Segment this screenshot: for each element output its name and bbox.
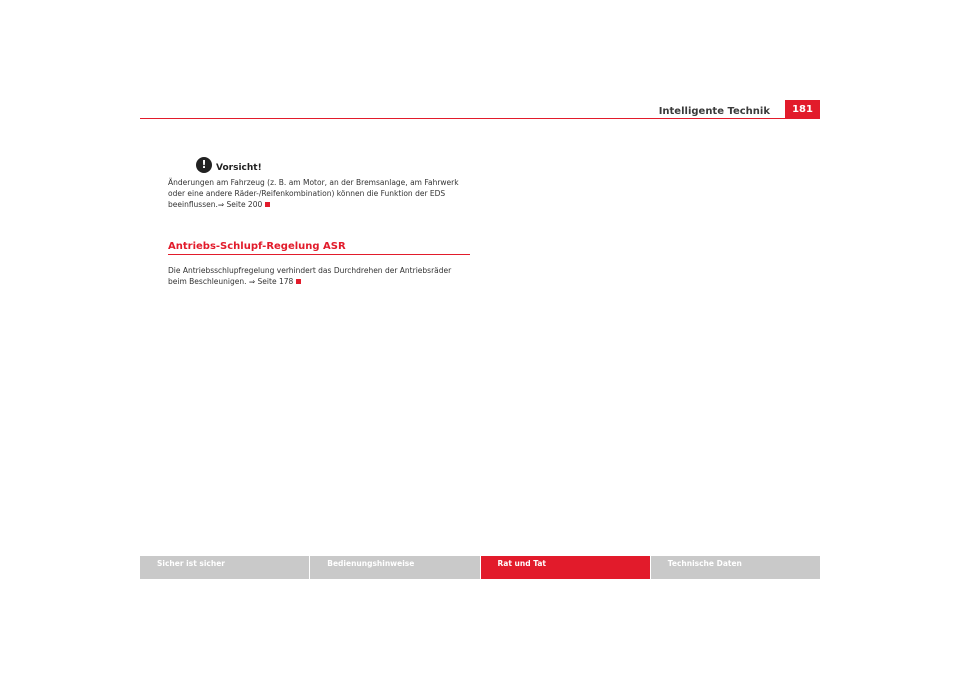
tab-rat-und-tat[interactable]: Rat und Tat [481, 556, 650, 579]
section-text [168, 265, 478, 287]
section-heading-underline [168, 254, 470, 255]
tab-bedienungshinweise[interactable]: Bedienungshinweise [310, 556, 479, 579]
caution-icon: ! [196, 157, 212, 173]
header-divider [140, 118, 820, 119]
tab-technische-daten[interactable]: Technische Daten [651, 556, 820, 579]
caution-text-line: Änderungen am Fahrzeug (z. B. am Motor, an der Bremsanlage, am Fahrwerk [168, 178, 459, 187]
section-text-line: Die Antriebsschlupfregelung verhindert das Durchdrehen der Antriebsräder [168, 266, 452, 275]
section-text-link[interactable]: beim Beschleunigen. ⇒ Seite 178 [168, 277, 294, 286]
caution-text [168, 177, 478, 210]
section-end-marker-icon [265, 202, 270, 207]
page-number: 181 [785, 100, 820, 118]
caution-text-line [168, 199, 478, 210]
caution-text-link[interactable]: beeinflussen.⇒ Seite 200 [168, 200, 263, 209]
section-heading: Antriebs-Schlupf-Regelung ASR [168, 241, 346, 252]
caution-text-line: oder eine andere Räder-/Reifenkombination) können die Funktion der EDS [168, 189, 446, 198]
section-text-line [168, 276, 478, 287]
tab-sicher-ist-sicher[interactable]: Sicher ist sicher [140, 556, 309, 579]
page-header-title: Intelligente Technik [658, 106, 770, 117]
section-end-marker-icon [296, 279, 301, 284]
caution-title: Vorsicht! [216, 163, 262, 173]
footer-chapter-tabs [140, 556, 820, 579]
